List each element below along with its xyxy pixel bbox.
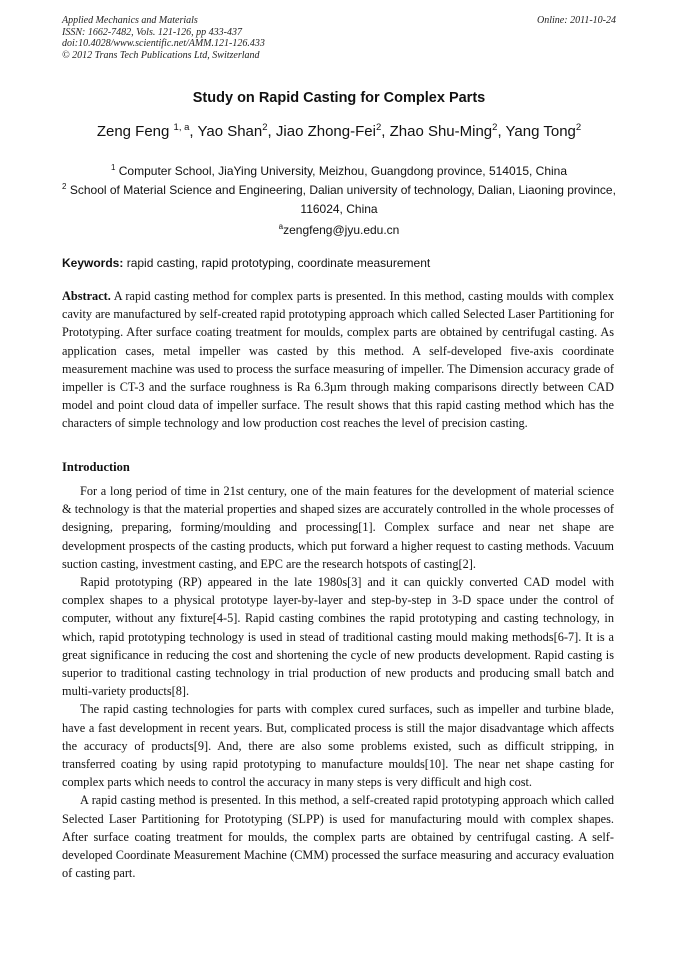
author-sup: 2 [492, 122, 498, 133]
body-paragraph: Rapid prototyping (RP) appeared in the late 1980s[3] and it can quickly converted CAD model with complex shapes to a physical prototype layer-by-layer and step-by-step in 3-D space under the control of computer, without any fixture[4-5]. Rapid casting combines the rapid prototyping and casting technology, in which, rapid prototyping technology is used in stead of traditional casting mould making methods[6-7]. It is a great significance in reducing the cost and shortening the cycle of new products development. Rapid casting is superior to traditional casting technology in trial production of new products and producing small batch and multi-variety products[8]. [62, 575, 614, 699]
body-paragraph: The rapid casting technologies for parts with complex cured surfaces, such as impeller and turbine blade, have a fast development in recent years. But, complicated process is still the major disadvantage which affects the accuracy of products[9]. And, there are also some problems existed, such as difficult stripping, in transferred coating by using rapid prototyping to manufacture moulds[10]. The near net shape casting for complex parts which needs to control the accuracy in many steps is very difficult and high cost. [62, 702, 614, 790]
doi-line: doi:10.4028/www.scientific.net/AMM.121-126.433 [62, 38, 265, 49]
author-sup: 2 [575, 122, 582, 133]
author-name: Yao Shan [197, 123, 263, 140]
email-sup: a [278, 222, 284, 231]
affiliation-text: School of Material Science and Engineering, Dalian university of technology, Dalian, Liaoning province, 116024, China [69, 183, 616, 216]
journal-name: Applied Mechanics and Materials [62, 15, 198, 26]
abstract-text: A rapid casting method for complex parts is presented. In this method, casting moulds with complex cavity are manufactured by self-created rapid prototyping approach which called Selected Laser Partitioning for Prototyping. After surface coating treatment for moulds, complex parts are obtained by centrifugal casting. As application cases, metal impeller was casted by this method. A self-developed five-axis coordinate measurement machine was used to process the surface measuring of impeller. The Dimension accuracy grade of impeller is CT-3 and the surface roughness is Ra 6.3µm through making comparisons directly between CAD model and point cloud data of impeller surface. The result shows that this rapid casting method which has the characters of simple technology and low production cost reaches the level of precision casting. [62, 289, 614, 431]
section-heading: Introduction [62, 460, 130, 474]
abstract-paragraph [62, 287, 614, 433]
body-paragraph: A rapid casting method is presented. In this method, a self-created rapid prototyping approach which called Selected Laser Partitioning for Prototyping (SLPP) is used for manufacturing mould with complex shapes. After surface coating treatment for moulds, the complex parts are obtained by centrifugal casting. A self-developed Coordinate Measurement Machine (CMM) processed the surface measuring and accuracy evaluation of casting part. [62, 793, 614, 881]
author-name: Yang Tong [505, 123, 576, 140]
abstract [62, 287, 614, 433]
abstract-label: Abstract. [62, 289, 111, 303]
author-sup: 1, a [173, 122, 190, 133]
online-date: Online: 2011-10-24 [537, 15, 616, 26]
affiliation-sup: 2 [62, 182, 67, 191]
affiliation-sup: 1 [110, 163, 116, 172]
affiliation-2 [62, 177, 616, 219]
keywords-label: Keywords: [62, 256, 124, 270]
author-name: Jiao Zhong-Fei [275, 123, 376, 140]
copyright-line: © 2012 Trans Tech Publications Ltd, Switzerland [62, 49, 260, 61]
introduction-body [62, 482, 614, 882]
body-paragraph: For a long period of time in 21st century, one of the main features for the development of material science & technology is that the material properties and shaped sizes are accurately controlled in the whole processes of designing, preparing, forming/moulding and processing[1]. Complex surface and near net shape are development prospects of the casting products, which put forward a higher request to casting methods. Vacuum suction casting, investment casting, and EPC are the research hotspots of casting[2]. [62, 484, 614, 571]
keywords-text: rapid casting, rapid prototyping, coordinate measurement [126, 256, 431, 270]
author-list: Zeng Feng $^{1, a}$, Yao Shan$^2$, Jiao Zhong-Fei$^2$, Zhao Shu-Ming$^2$, Yang Tong$^2$ [96, 122, 582, 140]
author-email [62, 217, 616, 240]
affiliation-text: Computer School, JiaYing University, Meizhou, Guangdong province, 514015, China [118, 164, 568, 178]
journal-header [62, 15, 616, 61]
author-name: Zhao Shu-Ming [389, 123, 493, 140]
paper-title: Study on Rapid Casting for Complex Parts [192, 90, 486, 106]
issn-line: ISSN: 1662-7482, Vols. 121-126, pp 433-437 [62, 26, 242, 38]
email-text: zengfeng@jyu.edu.cn [283, 223, 400, 237]
keywords [62, 256, 622, 270]
author-name: Zeng Feng [96, 123, 170, 140]
author-sup: 2 [375, 122, 382, 133]
author-sup: 2 [262, 122, 268, 133]
